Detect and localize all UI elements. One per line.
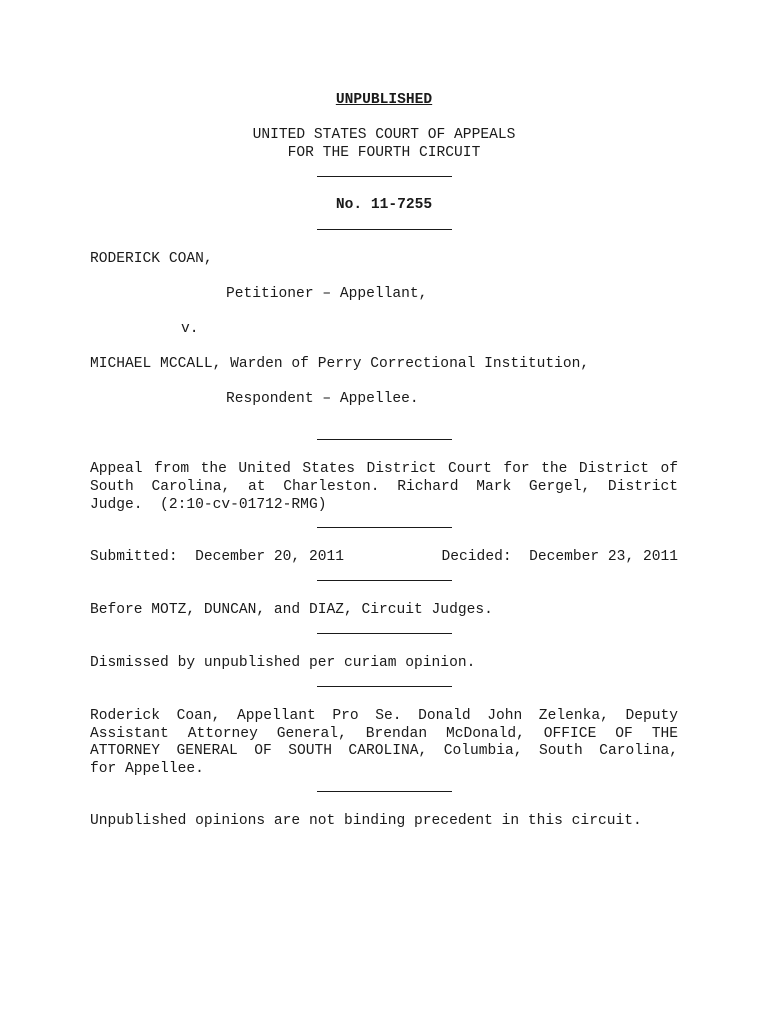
versus-label: v. bbox=[181, 321, 199, 337]
counsel-line-4: for Appellee. bbox=[90, 761, 204, 777]
precedent-notice: Unpublished opinions are not binding precedent in this circuit. bbox=[90, 813, 642, 829]
divider-rule bbox=[317, 580, 452, 581]
respondent-role: Respondent – Appellee. bbox=[226, 391, 419, 407]
divider-rule bbox=[317, 176, 452, 177]
dates-row bbox=[90, 549, 678, 567]
divider-rule bbox=[317, 527, 452, 528]
counsel-line-2: Assistant Attorney General, Brendan McDonald, OFFICE OF THE bbox=[90, 726, 678, 742]
counsel-line-1: Roderick Coan, Appellant Pro Se. Donald John Zelenka, Deputy bbox=[90, 708, 678, 724]
submitted-date: Submitted: December 20, 2011 bbox=[90, 549, 344, 565]
appeal-line-1: Appeal from the United States District Court for the District of bbox=[90, 461, 678, 477]
court-name-line-2: FOR THE FOURTH CIRCUIT bbox=[287, 145, 481, 161]
counsel-line-3: ATTORNEY GENERAL OF SOUTH CAROLINA, Columbia, South Carolina, bbox=[90, 743, 678, 759]
unpublished-heading: UNPUBLISHED bbox=[335, 92, 433, 108]
divider-rule bbox=[317, 791, 452, 792]
decided-date: Decided: December 23, 2011 bbox=[441, 549, 678, 565]
case-number: No. 11-7255 bbox=[335, 197, 433, 213]
appeal-line-3: Judge. (2:10-cv-01712-RMG) bbox=[90, 497, 327, 513]
petitioner-role: Petitioner – Appellant, bbox=[226, 286, 428, 302]
disposition: Dismissed by unpublished per curiam opinion. bbox=[90, 655, 476, 671]
divider-rule bbox=[317, 439, 452, 440]
divider-rule bbox=[317, 686, 452, 687]
panel-judges: Before MOTZ, DUNCAN, and DIAZ, Circuit Judges. bbox=[90, 602, 493, 618]
appeal-line-2: South Carolina, at Charleston. Richard Mark Gergel, District bbox=[90, 479, 678, 495]
petitioner-name: RODERICK COAN, bbox=[90, 251, 213, 267]
divider-rule bbox=[317, 229, 452, 230]
divider-rule bbox=[317, 633, 452, 634]
respondent-name: MICHAEL MCCALL, Warden of Perry Correctional Institution, bbox=[90, 356, 590, 372]
court-name-line-1: UNITED STATES COURT OF APPEALS bbox=[252, 127, 516, 143]
